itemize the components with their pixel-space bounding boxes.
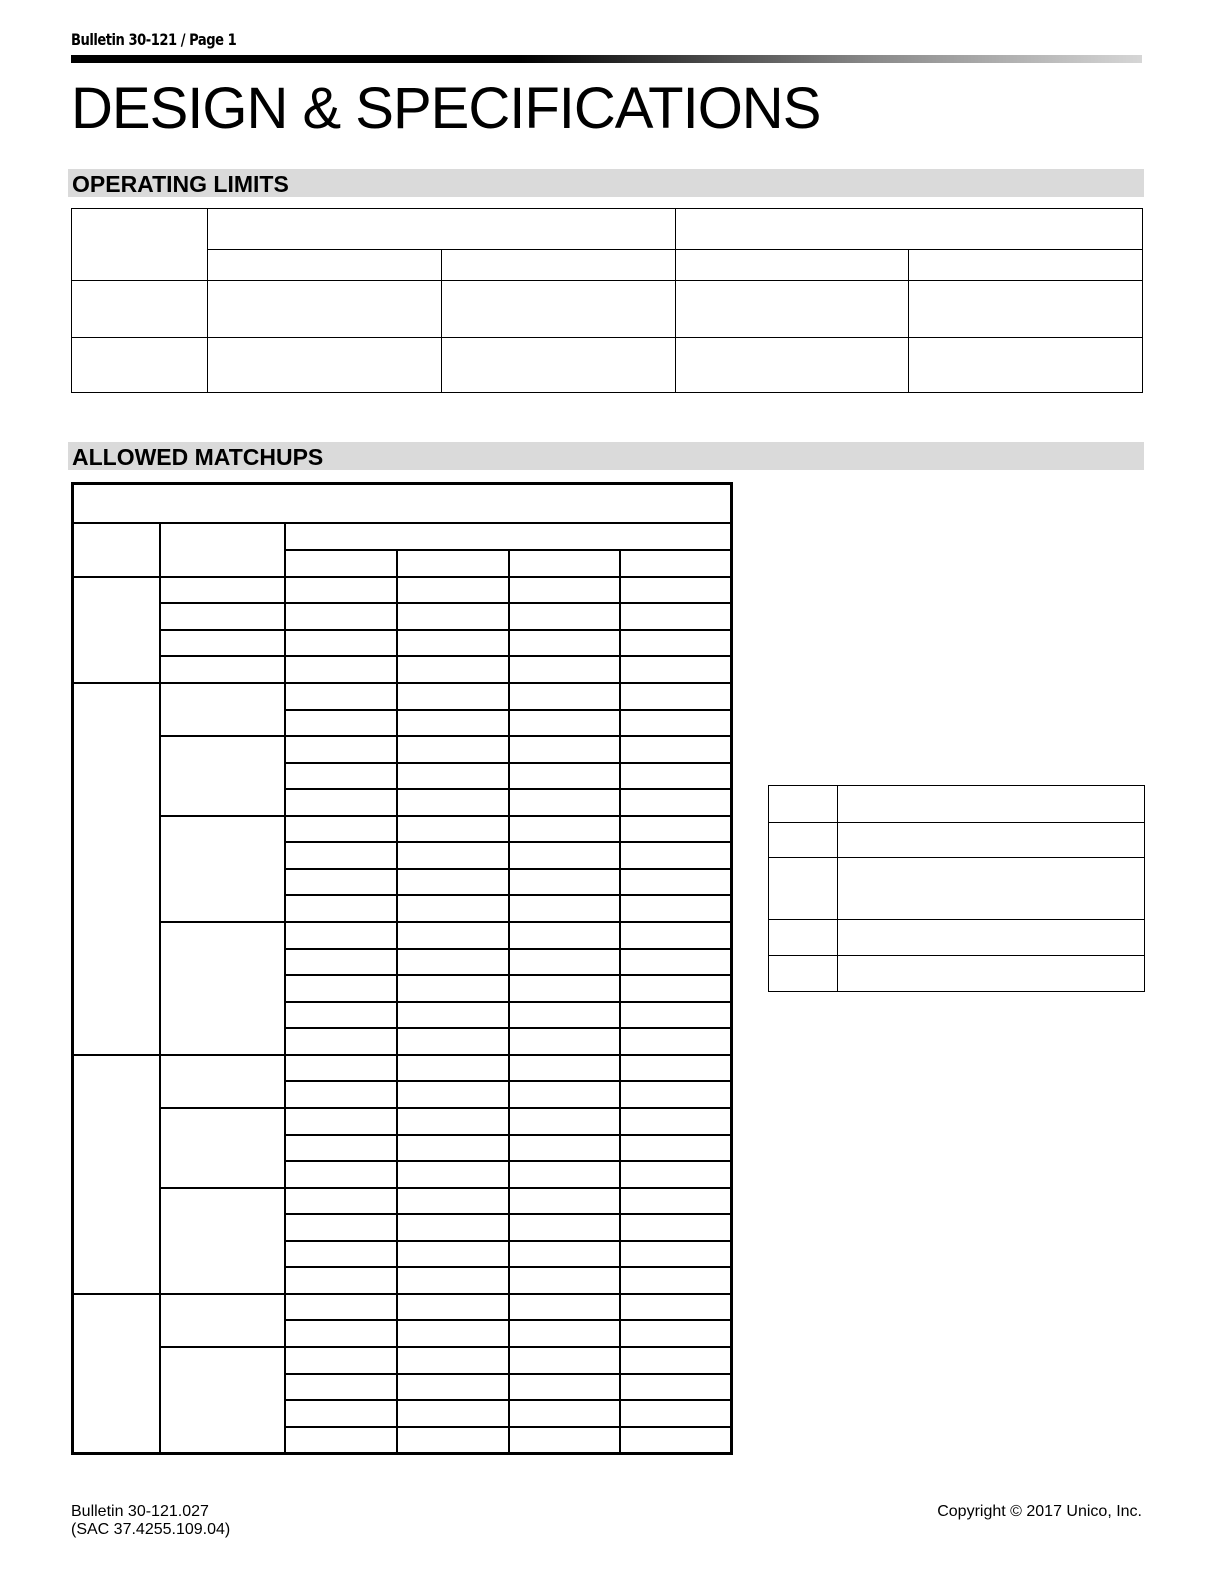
table-cell <box>72 337 208 392</box>
table-cell <box>397 656 509 683</box>
table-cell <box>620 1241 732 1268</box>
section-bar-allowed-matchups <box>68 442 1144 470</box>
table-cell <box>620 736 732 763</box>
table-cell <box>160 577 285 604</box>
table-cell <box>620 975 732 1002</box>
table-cell <box>620 1400 732 1427</box>
table-cell <box>397 1294 509 1321</box>
footer-sac-number: (SAC 37.4255.109.04) <box>71 1521 231 1538</box>
table-cell <box>509 842 620 869</box>
table-cell <box>160 1347 285 1453</box>
table-cell <box>509 603 620 630</box>
table-cell <box>397 1267 509 1294</box>
table-cell <box>397 1214 509 1241</box>
table-cell <box>509 975 620 1002</box>
table-cell <box>620 789 732 816</box>
table-cell <box>397 1081 509 1108</box>
table-cell <box>397 710 509 737</box>
table-cell <box>208 337 442 392</box>
table-cell <box>509 1188 620 1215</box>
table-cell <box>285 1294 397 1321</box>
table-cell <box>620 1320 732 1347</box>
table-cell <box>620 1214 732 1241</box>
table-cell <box>620 656 732 683</box>
table-cell <box>620 1055 732 1082</box>
table-cell <box>620 895 732 922</box>
table-cell <box>73 577 160 683</box>
table-cell <box>397 842 509 869</box>
table-cell <box>285 869 397 896</box>
table-cell <box>620 1374 732 1401</box>
table-cell <box>285 763 397 790</box>
table-cell <box>397 1374 509 1401</box>
table-cell <box>72 281 208 337</box>
footer-document-info <box>71 1503 230 1539</box>
section-heading-allowed-matchups: ALLOWED MATCHUPS <box>72 444 324 470</box>
table-cell <box>285 683 397 710</box>
table-cell <box>620 577 732 604</box>
table-cell <box>285 975 397 1002</box>
table-cell <box>509 869 620 896</box>
table-cell <box>397 763 509 790</box>
table-cell <box>769 956 838 992</box>
table-cell <box>397 683 509 710</box>
table-cell <box>397 1188 509 1215</box>
table-cell <box>397 1347 509 1374</box>
table-cell <box>285 630 397 657</box>
table-cell <box>620 683 732 710</box>
table-cell <box>769 920 838 956</box>
table-cell <box>509 949 620 976</box>
table-cell <box>509 550 620 577</box>
table-cell <box>509 1267 620 1294</box>
table-cell <box>285 1320 397 1347</box>
table-cell <box>285 1055 397 1082</box>
table-cell <box>509 656 620 683</box>
table-cell <box>285 1002 397 1029</box>
table-cell <box>285 577 397 604</box>
table-cell <box>397 630 509 657</box>
table-cell <box>620 922 732 949</box>
table-cell <box>397 869 509 896</box>
table-cell <box>285 1400 397 1427</box>
table-cell <box>909 337 1143 392</box>
table-cell <box>509 1347 620 1374</box>
table-cell <box>208 281 442 337</box>
table-cell <box>160 922 285 1055</box>
table-cell <box>620 1108 732 1135</box>
table-cell <box>160 603 285 630</box>
table-cell <box>285 603 397 630</box>
table-cell <box>397 1241 509 1268</box>
table-cell <box>620 1135 732 1162</box>
table-cell <box>285 1135 397 1162</box>
table-cell <box>620 842 732 869</box>
table-cell <box>397 603 509 630</box>
notes-side-table <box>768 785 1145 992</box>
operating-limits-table <box>71 208 1143 393</box>
table-cell <box>620 1347 732 1374</box>
table-cell <box>397 1135 509 1162</box>
table-cell <box>73 484 732 523</box>
table-cell <box>397 975 509 1002</box>
table-cell <box>73 683 160 1055</box>
table-cell <box>285 1427 397 1454</box>
table-cell <box>620 763 732 790</box>
footer-copyright: Copyright © 2017 Unico, Inc. <box>937 1503 1142 1520</box>
bulletin-page-header: Bulletin 30-121 / Page 1 <box>71 30 237 49</box>
table-cell <box>285 789 397 816</box>
table-cell <box>208 250 442 281</box>
table-cell <box>160 523 285 577</box>
table-cell <box>442 250 676 281</box>
table-cell <box>285 710 397 737</box>
table-cell <box>285 1241 397 1268</box>
table-cell <box>620 1267 732 1294</box>
table-cell <box>620 630 732 657</box>
table-cell <box>509 895 620 922</box>
section-heading-operating-limits: OPERATING LIMITS <box>72 171 289 197</box>
table-cell <box>285 550 397 577</box>
table-cell <box>397 895 509 922</box>
table-cell <box>160 656 285 683</box>
table-cell <box>769 823 838 858</box>
table-cell <box>509 1241 620 1268</box>
table-cell <box>909 250 1143 281</box>
table-cell <box>285 1108 397 1135</box>
table-cell <box>397 1400 509 1427</box>
table-cell <box>73 523 160 577</box>
table-cell <box>285 736 397 763</box>
table-cell <box>73 1055 160 1294</box>
table-cell <box>509 1055 620 1082</box>
table-cell <box>620 1081 732 1108</box>
table-cell <box>509 922 620 949</box>
table-cell <box>442 337 676 392</box>
table-cell <box>620 1294 732 1321</box>
table-cell <box>285 922 397 949</box>
table-cell <box>397 736 509 763</box>
table-cell <box>620 949 732 976</box>
table-cell <box>285 1161 397 1188</box>
table-cell <box>509 1081 620 1108</box>
table-cell <box>509 736 620 763</box>
table-cell <box>285 523 732 550</box>
table-cell <box>160 1188 285 1294</box>
table-cell <box>509 816 620 843</box>
table-cell <box>509 577 620 604</box>
table-cell <box>160 736 285 816</box>
table-cell <box>285 895 397 922</box>
table-cell <box>73 1294 160 1454</box>
table-cell <box>160 1055 285 1108</box>
table-cell <box>285 816 397 843</box>
table-cell <box>72 209 208 281</box>
table-cell <box>620 1188 732 1215</box>
table-cell <box>160 1108 285 1188</box>
table-cell <box>509 630 620 657</box>
table-cell <box>620 1427 732 1454</box>
table-cell <box>509 683 620 710</box>
table-cell <box>397 1002 509 1029</box>
table-cell <box>397 1028 509 1055</box>
page-title: DESIGN & SPECIFICATIONS <box>71 76 821 141</box>
table-cell <box>397 1108 509 1135</box>
table-cell <box>397 789 509 816</box>
table-cell <box>620 869 732 896</box>
table-cell <box>509 1028 620 1055</box>
table-cell <box>160 630 285 657</box>
table-cell <box>509 1374 620 1401</box>
table-cell <box>676 209 1143 250</box>
table-cell <box>509 1108 620 1135</box>
table-cell <box>676 281 909 337</box>
table-cell <box>285 1214 397 1241</box>
table-cell <box>397 1427 509 1454</box>
table-cell <box>285 949 397 976</box>
table-cell <box>285 1188 397 1215</box>
table-cell <box>208 209 676 250</box>
table-cell <box>160 1294 285 1347</box>
table-cell <box>509 710 620 737</box>
table-cell <box>620 1161 732 1188</box>
table-cell <box>509 1214 620 1241</box>
table-cell <box>509 1320 620 1347</box>
table-cell <box>509 789 620 816</box>
table-cell <box>838 858 1145 920</box>
header-gradient-rule <box>71 55 1142 63</box>
table-cell <box>620 1002 732 1029</box>
table-cell <box>509 1002 620 1029</box>
table-cell <box>397 1320 509 1347</box>
table-cell <box>620 550 732 577</box>
table-cell <box>838 920 1145 956</box>
table-cell <box>285 656 397 683</box>
table-cell <box>397 949 509 976</box>
table-cell <box>397 1055 509 1082</box>
table-cell <box>509 1135 620 1162</box>
table-cell <box>838 786 1145 823</box>
table-cell <box>442 281 676 337</box>
table-cell <box>397 550 509 577</box>
table-cell <box>769 786 838 823</box>
table-cell <box>620 603 732 630</box>
table-cell <box>676 337 909 392</box>
table-cell <box>285 1267 397 1294</box>
table-cell <box>620 1028 732 1055</box>
table-cell <box>285 842 397 869</box>
table-cell <box>620 816 732 843</box>
table-cell <box>285 1374 397 1401</box>
table-cell <box>509 1161 620 1188</box>
table-cell <box>285 1081 397 1108</box>
table-cell <box>397 816 509 843</box>
table-cell <box>620 710 732 737</box>
table-cell <box>769 858 838 920</box>
table-cell <box>285 1028 397 1055</box>
table-cell <box>838 823 1145 858</box>
table-cell <box>509 1427 620 1454</box>
footer-doc-number: Bulletin 30-121.027 <box>71 1503 209 1520</box>
table-cell <box>160 816 285 922</box>
table-cell <box>397 922 509 949</box>
table-cell <box>397 1161 509 1188</box>
table-cell <box>397 577 509 604</box>
section-bar-operating-limits <box>68 169 1144 197</box>
table-cell <box>838 956 1145 992</box>
table-cell <box>160 683 285 736</box>
allowed-matchups-table <box>71 482 733 1455</box>
table-cell <box>285 1347 397 1374</box>
table-cell <box>509 1400 620 1427</box>
table-cell <box>676 250 909 281</box>
table-cell <box>509 763 620 790</box>
table-cell <box>909 281 1143 337</box>
table-cell <box>509 1294 620 1321</box>
